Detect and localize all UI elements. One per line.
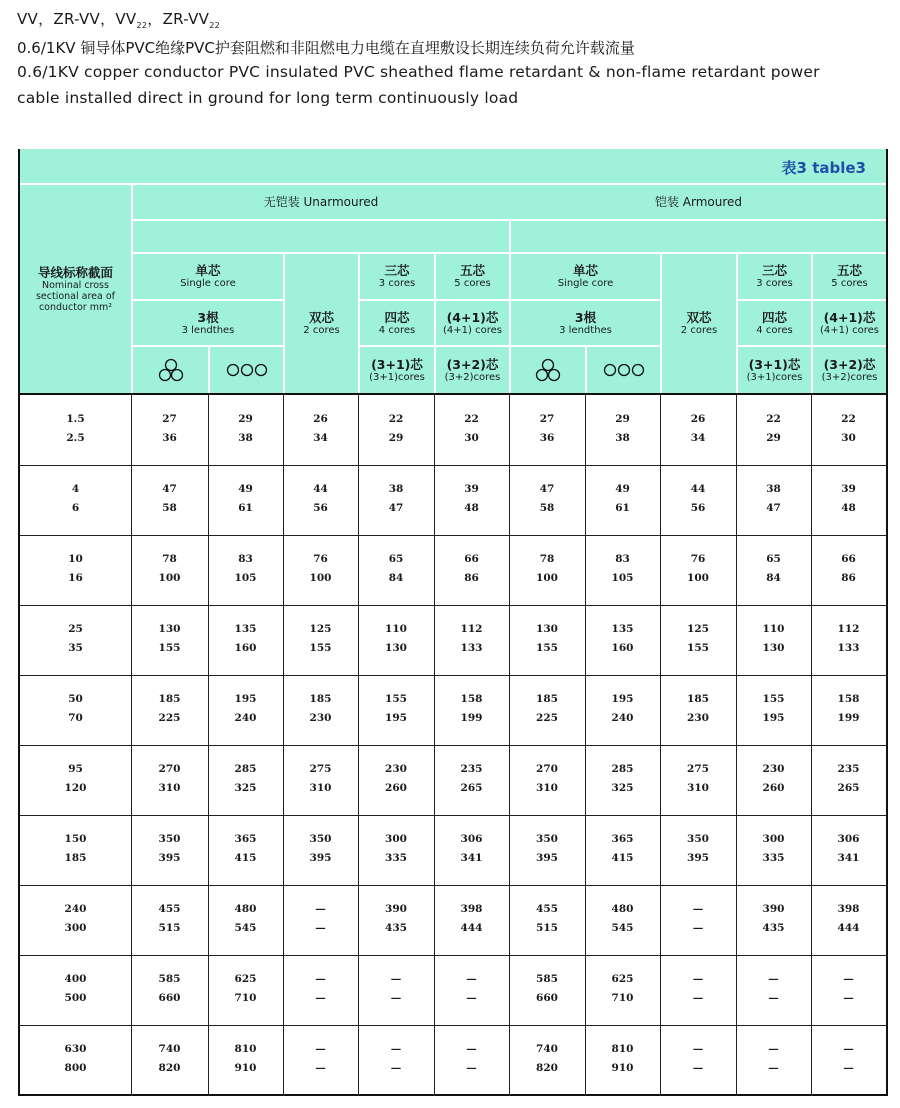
value-cell: 78 100 (536, 553, 558, 584)
value-cell: 306 341 (837, 833, 860, 864)
value-cell: 158 199 (460, 693, 483, 724)
value-cell: 27 36 (539, 413, 555, 444)
value-cell: 78 100 (158, 553, 181, 584)
armoured-three-plus-two-header: (3+2)芯 (3+2)cores (821, 356, 878, 383)
row-divider (20, 955, 886, 956)
value-cell: 29 38 (615, 413, 630, 444)
value-cell: — — (692, 1043, 704, 1074)
value-cell: 480 545 (234, 903, 257, 934)
value-cell: — — (692, 903, 704, 934)
title-english-line1: 0.6/1KV copper conductor PVC insulated PVC sheathed flame retardant & non-flame retardant power (17, 63, 820, 81)
value-cell: 195 240 (234, 693, 257, 724)
value-cell: 155 195 (385, 693, 407, 724)
area-cell: 95 120 (64, 763, 87, 794)
area-cell: 10 16 (68, 553, 83, 584)
value-cell: 480 545 (611, 903, 634, 934)
value-cell: 29 38 (238, 413, 253, 444)
value-cell: 22 30 (464, 413, 479, 444)
row-divider (20, 815, 886, 816)
area-cell: 25 35 (68, 623, 83, 654)
value-cell: 235 265 (460, 763, 483, 794)
value-cell: 300 335 (385, 833, 407, 864)
row-divider (20, 535, 886, 536)
value-cell: 49 61 (615, 483, 630, 514)
single-core-header: 单芯 Single core (180, 263, 236, 289)
armoured-two-cores-header: 双芯 2 cores (680, 310, 718, 336)
value-cell: 158 199 (837, 693, 860, 724)
row-divider (20, 465, 886, 466)
three-plus-two-header: (3+2)芯 (3+2)cores (444, 356, 501, 383)
value-cell: 22 29 (766, 413, 781, 444)
value-cell: 112 133 (837, 623, 860, 654)
value-cell: 44 56 (313, 483, 328, 514)
value-cell: 39 48 (464, 483, 479, 514)
area-cell: 630 800 (64, 1043, 87, 1074)
armoured-single-core-header: 单芯 Single core (557, 263, 614, 289)
area-cell: 4 6 (71, 483, 80, 514)
row-divider (20, 605, 886, 606)
value-cell: 110 130 (385, 623, 407, 654)
flat-formation-icon (210, 347, 283, 393)
value-cell: — — (390, 973, 402, 1004)
four-cores-header: 四芯 4 cores (378, 309, 416, 336)
value-cell: 365 415 (611, 833, 634, 864)
value-cell: — — (390, 1043, 402, 1074)
three-lengths-header: 3根 3 lendthes (181, 309, 235, 336)
value-cell: — — (315, 1043, 326, 1074)
value-cell: 155 195 (762, 693, 785, 724)
value-cell: 26 34 (690, 413, 706, 444)
three-plus-one-header: (3+1)芯 (3+1)cores (369, 356, 425, 383)
value-cell: 455 515 (536, 903, 558, 934)
two-cores-header: 双芯 2 cores (303, 310, 340, 336)
value-cell: 390 435 (762, 903, 785, 934)
value-cell: 270 310 (158, 763, 181, 794)
area-header-en: Nominal cross sectional area of conductor mm² (35, 280, 116, 313)
value-cell: 810 910 (611, 1043, 634, 1074)
armoured-trefoil-icon (511, 347, 585, 393)
table-body (20, 393, 886, 1096)
row-divider (20, 1025, 886, 1026)
row-divider (20, 675, 886, 676)
value-cell: 130 155 (536, 623, 558, 654)
value-cell: 185 230 (309, 693, 332, 724)
ampacity-table (18, 149, 888, 1096)
value-cell: 76 100 (309, 553, 332, 584)
value-cell: 125 155 (309, 623, 332, 654)
value-cell: 130 155 (158, 623, 181, 654)
value-cell: 49 61 (238, 483, 253, 514)
value-cell: 44 56 (690, 483, 706, 514)
value-cell: 27 36 (162, 413, 177, 444)
value-cell: — — (768, 973, 779, 1004)
value-cell: — — (692, 973, 704, 1004)
value-cell: 38 47 (766, 483, 781, 514)
armoured-three-cores-header: 三芯 3 cores (756, 263, 793, 289)
row-divider (20, 745, 886, 746)
value-cell: 65 84 (766, 553, 781, 584)
value-cell: 76 100 (687, 553, 709, 584)
value-cell: 66 86 (841, 553, 856, 584)
area-cell: 400 500 (64, 973, 87, 1004)
five-cores-header: 五芯 5 cores (454, 263, 491, 289)
armoured-header: 铠装 Armoured (654, 195, 743, 209)
value-cell: 22 29 (388, 413, 404, 444)
value-cell: 398 444 (837, 903, 860, 934)
value-cell: 285 325 (611, 763, 634, 794)
value-cell: 398 444 (460, 903, 483, 934)
four-plus-one-header: (4+1)芯 (4+1) cores (443, 309, 502, 336)
value-cell: 230 260 (385, 763, 407, 794)
value-cell: 270 310 (536, 763, 558, 794)
value-cell: 66 86 (464, 553, 479, 584)
trefoil-icon (133, 347, 208, 393)
value-cell: 83 105 (234, 553, 257, 584)
value-cell: 285 325 (234, 763, 257, 794)
value-cell: 38 47 (388, 483, 404, 514)
value-cell: 300 335 (762, 833, 785, 864)
value-cell: — — (768, 1043, 779, 1074)
value-cell: 275 310 (687, 763, 709, 794)
value-cell: 230 260 (762, 763, 785, 794)
value-cell: — — (466, 1043, 477, 1074)
armoured-four-plus-one-header: (4+1)芯 (4+1) cores (820, 309, 879, 336)
title-chinese: 0.6/1KV 铜导体PVC绝缘PVC护套阻燃和非阻燃电力电缆在直埋敷设长期连续负荷允许载流量 (17, 39, 635, 57)
table-header (20, 149, 886, 393)
value-cell: 235 265 (837, 763, 860, 794)
value-cell: 350 395 (309, 833, 332, 864)
value-cell: 195 240 (611, 693, 634, 724)
value-cell: 740 820 (536, 1043, 558, 1074)
value-cell: 585 660 (158, 973, 181, 1004)
value-cell: 306 341 (460, 833, 483, 864)
armoured-flat-formation-icon (587, 347, 660, 393)
page-heading (17, 8, 887, 111)
value-cell: 65 84 (388, 553, 404, 584)
cable-models: VV，ZR-VV，$VV_{22}$，$ZR-VV_{22}$ (17, 10, 221, 30)
value-cell: 22 30 (841, 413, 856, 444)
value-cell: 365 415 (234, 833, 257, 864)
value-cell: — — (843, 973, 854, 1004)
value-cell: 625 710 (234, 973, 257, 1004)
value-cell: 47 58 (539, 483, 555, 514)
value-cell: 625 710 (611, 973, 634, 1004)
value-cell: 83 105 (611, 553, 634, 584)
value-cell: — — (843, 1043, 854, 1074)
value-cell: 350 395 (687, 833, 709, 864)
value-cell: 26 34 (313, 413, 328, 444)
value-cell: 350 395 (536, 833, 558, 864)
value-cell: — — (315, 973, 326, 1004)
table-tag: 表3 table3 (781, 159, 866, 177)
three-cores-header: 三芯 3 cores (378, 263, 416, 289)
armoured-three-plus-one-header: (3+1)芯 (3+1)cores (746, 356, 803, 383)
unarmoured-header: 无铠装 Unarmoured (263, 195, 379, 209)
value-cell: 125 155 (687, 623, 709, 654)
armoured-four-cores-header: 四芯 4 cores (756, 309, 793, 336)
area-cell: 240 300 (64, 903, 87, 934)
value-cell: 275 310 (309, 763, 332, 794)
armoured-three-lengths-header: 3根 3 lendthes (559, 309, 612, 336)
value-cell: — — (466, 973, 477, 1004)
value-cell: 185 230 (687, 693, 709, 724)
value-cell: 110 130 (762, 623, 785, 654)
value-cell: 135 160 (611, 623, 634, 654)
area-cell: 1.5 2.5 (66, 413, 85, 444)
value-cell: 740 820 (158, 1043, 181, 1074)
value-cell: — — (315, 903, 326, 934)
value-cell: 390 435 (385, 903, 407, 934)
area-cell: 150 185 (64, 833, 87, 864)
row-divider (20, 885, 886, 886)
title-english-line2: cable installed direct in ground for long term continuously load (17, 89, 519, 107)
value-cell: 350 395 (158, 833, 181, 864)
value-cell: 135 160 (234, 623, 257, 654)
value-cell: 47 58 (162, 483, 177, 514)
area-header (20, 254, 131, 324)
value-cell: 185 225 (158, 693, 181, 724)
area-header-cn: 导线标称截面 (37, 265, 113, 280)
value-cell: 585 660 (536, 973, 558, 1004)
value-cell: 455 515 (158, 903, 181, 934)
value-cell: 810 910 (234, 1043, 257, 1074)
area-cell: 50 70 (68, 693, 83, 724)
armoured-five-cores-header: 五芯 5 cores (831, 263, 868, 289)
value-cell: 112 133 (460, 623, 483, 654)
value-cell: 185 225 (536, 693, 558, 724)
value-cell: 39 48 (841, 483, 856, 514)
